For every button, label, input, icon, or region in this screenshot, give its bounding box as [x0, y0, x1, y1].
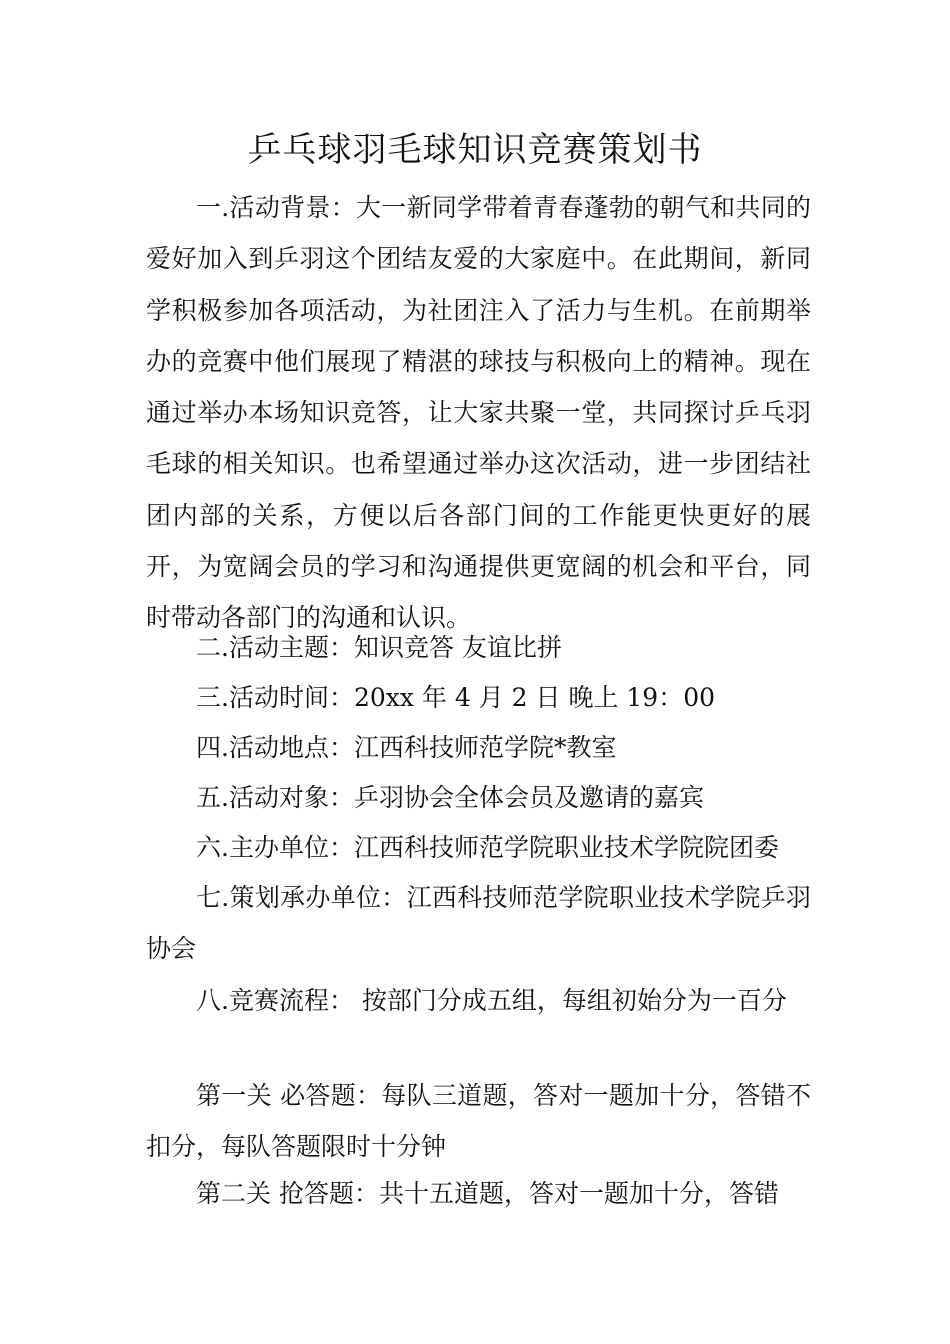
section-host: 六.主办单位：江西科技师范学院职业技术学院院团委 [196, 833, 779, 862]
section-background: 一.活动背景：大一新同学带着青春蓬勃的朝气和共同的爱好加入到乒羽这个团结友爱的大家庭中。在此期间，新同学积极参加各项活动，为社团注入了活力与生机。在前期举办的竞赛中他们展现了精湛的球技与积极向上的精神。现在通过举办本场知识竞答，让大家共聚一堂，共同探讨乒乓羽毛球的相关知识。也希望通过举办这次活动，进一步团结社团内部的关系，方便以后各部门间的工作能更快更好的展开，为宽阔会员的学习和沟通提供更宽阔的机会和平台，同时带动各部门的沟通和认识。 [146, 193, 811, 633]
section-process: 八.竞赛流程： 按部门分成五组，每组初始分为一百分 [196, 986, 787, 1015]
round-one: 第一关 必答题：每队三道题，答对一题加十分，答错不扣分，每队答题限时十分钟 [146, 1081, 811, 1162]
section-organizer: 七.策划承办单位：江西科技师范学院职业技术学院乒羽协会 [146, 883, 811, 964]
document-title: 乒乓球羽毛球知识竞赛策划书 [247, 130, 703, 170]
section-time: 三.活动时间：20xx 年 4 月 2 日 晚上 19：00 [196, 683, 716, 712]
section-audience: 五.活动对象：乒羽协会全体会员及邀请的嘉宾 [196, 783, 704, 812]
round-two: 第二关 抢答题：共十五道题，答对一题加十分，答错 [196, 1179, 779, 1208]
section-location: 四.活动地点：江西科技师范学院*教室 [196, 733, 617, 762]
section-theme: 二.活动主题：知识竞答 友谊比拼 [196, 633, 562, 662]
